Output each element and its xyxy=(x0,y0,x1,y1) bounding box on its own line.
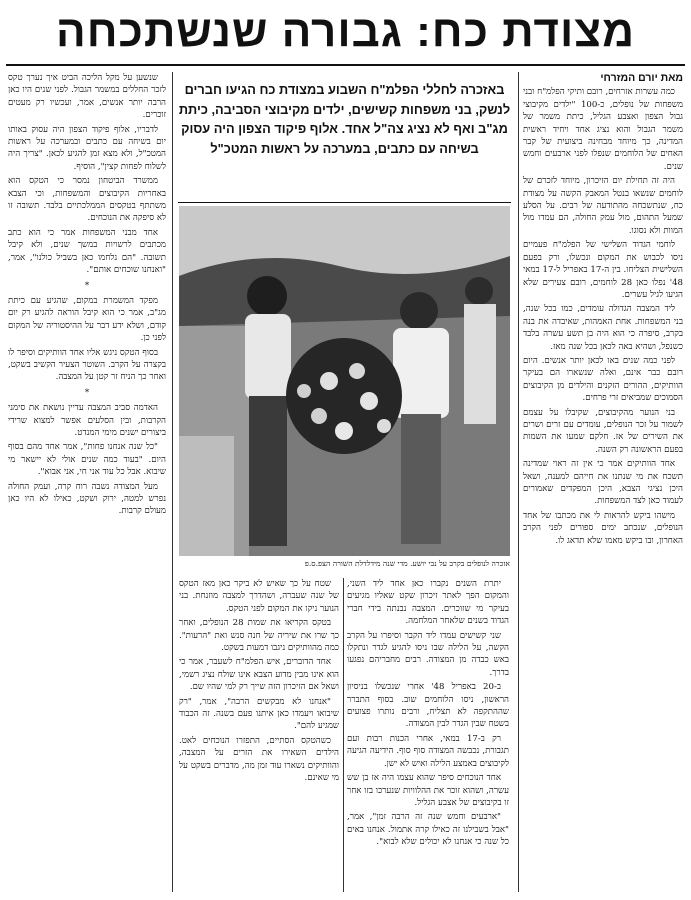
paragraph: ליד המצבה הגדולה עומדים, כמו בכל שנה, בני המשפחות. אחת האמהות, שאיבדה את בנה בקרב, סיפרה כי הוא היה בן תשע עשרה בלבד כשנפל, ושהיא באה לכאן בכל שנה מאז. xyxy=(523,304,683,352)
paragraph: אחד מבני המשפחות אמר כי הוא כתב מכתבים לרשויות במשך שנים, ולא קיבל תשובה. "הם נלחמו כאן בשביל כולנו", אמר, "ואנחנו שוכחים אותם". xyxy=(8,227,166,276)
photo-illustration xyxy=(179,206,510,556)
section-star: * xyxy=(84,280,90,291)
byline: מאת יורם המזרחי xyxy=(600,72,683,84)
paragraph: בסוף הטקס ניגש אליו אחד הוותיקים וסיפר לו בקצרה על הקרב. השוטר הצעיר הקשיב בשקט, ואחר כך הניח זר קטן על המצבה. xyxy=(8,347,166,383)
paragraph: שנשען על מקל הליכה הביט איך נערך טקס לזכר החללים במשמר הגבול. לפני שנים היו כאן הרבה יותר אנשים, אמר, ועכשיו רק מעטים זוכרים. xyxy=(8,73,166,121)
paragraph: בטקס הקריאו את שמות 28 הנופלים, ואחר כך שרו את שיריה של חנה סנש ואת "הרעות". כמה מהוותיקים ניגבו דמעות בשקט. xyxy=(179,618,339,654)
column-right xyxy=(523,72,683,892)
paragraph: יתרת השנים נקברו כאן אחד ליד השני, והמקום הפך לאתר זיכרון שקט שאליו מגיעים בעיקר מי שזוכרים. המצבה נבנתה בידי חברי הגדוד בשנים שלאחר המלחמה. xyxy=(347,579,509,627)
paragraph: ממשרד הביטחון נמסר כי הטקס הוא באחריות הקיבוצים והמשפחות, וכי הצבא משתתף בטקסים הממלכתיים בלבד. תשובה זו לא סיפקה את הנוכחים. xyxy=(8,176,166,224)
paragraph: "כל שנה אנחנו פחות", אמר אחד מהם בסוף היום. "בעוד כמה שנים אולי לא יישאר מי שיבוא. אבל כל עוד אני חי, אני אבוא". xyxy=(8,442,166,478)
paragraph: אחד הדוברים, איש הפלמ"ח לשעבר, אמר כי הוא אינו מבין מדוע הצבא אינו שולח נציג רשמי, ושאל אם הזיכרון הזה שייך רק למי שהיו שם. xyxy=(179,657,339,693)
paragraph: "ארבעים וחמש שנה זה הרבה זמן", אמר, "אבל בשבילנו זה כאילו קרה אתמול. אנחנו באים כל שנה כי אנחנו לא יכולים שלא לבוא". xyxy=(347,812,509,848)
paragraph: מעל המצודה נשבה רוח קרה, ועמק החולה נפרש למטה, ירוק ושקט, כאילו לא היו כאן מעולם קרבות. xyxy=(8,481,166,517)
paragraph: אחד הוותיקים אמר כי אין זה ראוי שמדינה תשכח את מי שנתנו את חייהם למענה, ושאל היכן נציגי הצבא, היכן המפקדים שאמורים לעמוד כאן לצד המשפחות. xyxy=(523,459,683,507)
paragraph: האדמה סביב המצבה עדיין נושאת את סימני הקרבות, ובין הסלעים אפשר למצוא שרידי ביצורים ישנים מימי המנדט. xyxy=(8,403,166,438)
column-middle xyxy=(347,578,509,892)
paragraph: לוחמי הגדוד השלישי של הפלמ"ח פעמיים ניסו לכבוש את המקום ונכשלו, ורק בפעם השלישית הצליחו. בין ה-17 באפריל ל-17 במאי 48' נפלו כאן 28 לוחמים, רובם צעירים שלא הגיעו לגיל עשרים. xyxy=(523,240,683,300)
paragraph: ב-20 באפריל 48' אחרי שנכשלו בניסיון הראשון, ניסו הלוחמים שוב. בסוף התברר שההתקפה לא תצליח, ורבים נותרו פצועים בשטח שבין הגדר לבין המצודה. xyxy=(347,682,509,730)
headline-rule xyxy=(6,64,685,66)
column-divider xyxy=(172,72,173,892)
paragraph: מפקד המשמרת במקום, שהגיע עם כיתת מג"ב, אמר כי הוא קיבל הוראה להגיע רק יום קודם, ושלא ידע דבר על ההיסטוריה של המקום לפני כן. xyxy=(8,295,166,344)
paragraph: אחד הנוכחים סיפר שהוא עצמו היה אז בן שש עשרה, ושהוא זוכר את ההלוויות שנערכו בזו אחר זו בקיבוצים של אצבע הגליל. xyxy=(347,773,509,808)
photo xyxy=(179,206,510,556)
photo-caption: אזכרה לנופלים בקרב על נבי יושע. מדי שנה מידלדלת השורה הצפ.ס.פ xyxy=(304,559,510,568)
headline: מצודת כח: גבורה שנשתכחה xyxy=(55,7,636,56)
column-divider xyxy=(518,72,519,892)
paragraph: מישהו ביקש להראות לי את מכתבו של אחד הנופלים, שנכתב ימים ספורים לפני הקרב האחרון, ובו ביקש מאמו שלא תדאג לו. xyxy=(523,510,683,546)
column-center xyxy=(179,578,339,892)
paragraph: כשהטקס הסתיים, התפזרו הנוכחים לאט. הילדים השאירו את הזרים על המצבה, והוותיקים נשארו עוד זמן מה, מדברים בשקט על מי שאינם. xyxy=(179,735,339,784)
deck: באזכרה לחללי הפלמ"ח השבוע במצודת כח הגיעו חברים לנשק, בני משפחות קשישים, ילדים מקיבוצי הסביבה, כיתת מג"ב ואף לא נציג צה"ל אחד. אלוף פיקוד הצפון היה עסוק בשיחה עם כתבים, במערכה על ראשות המטכ"ל xyxy=(178,82,511,156)
column-left xyxy=(8,72,166,892)
paragraph: שטח על כך שאיש לא ביקר כאן מאז הטקס של שנה שעברה, ושהדרך למצבה מוזנחת. בני הנוער ניקו את המקום לפני הטקס. xyxy=(179,579,339,614)
paragraph: שני קשישים עמדו ליד הקבר וסיפרו על הקרב הקשה, על הלילה שבו ניסו להגיע לגדר ונתקלו באש כבדה מן המצודה. רבים מחבריהם נפגעו בדרך. xyxy=(347,630,509,678)
section-star: * xyxy=(84,387,90,398)
deck-rule xyxy=(178,202,511,203)
paragraph: לפני כמה שנים באו לכאן יותר אנשים. היום רובם כבר אינם, ואלה שנשארו הם בעיקר הוותיקים, ההורים הזקנים והילדים מן הקיבוצים הסמוכים שמביאים זרי פרחים. xyxy=(523,355,683,404)
paragraph: בני הנוער מהקיבוצים, שקיבלו על עצמם לשמור על זכר הנופלים, עומדים עם זרים ושרים את השירים של אז. חלקם שמעו את השמות בפעם הראשונה רק השנה. xyxy=(523,407,683,455)
paragraph: רק ב-17 במאי, אחרי הכנות רבות ועם תגבורת, נכבשה המצודה סוף סוף. הידיעה הגיעה לקיבוצים באמצע הלילה ואיש לא ישן. xyxy=(347,733,509,769)
paragraph: "אנחנו לא מבקשים הרבה", אמר, "רק שיבואו ויעמדו כאן איתנו פעם בשנה. זה הכבוד שמגיע להם". xyxy=(179,696,339,732)
paragraph: לדבריו, אלוף פיקוד הצפון היה עסוק באותו יום בשיחה עם כתבים ובמערכה על ראשות המטכ"ל, ולא מצא זמן להגיע לכאן. "צריך היה לשלוח לפחות קצין", הוסיף. xyxy=(8,124,166,172)
paragraph: כמה עשרות אזרחים, רובם ותיקי הפלמ"ח ובני משפחות של נופלים, כ-100 "ילדים מקיבוצי גבול הצפון ואצבע הגליל, כיתת משמר של משמר הגבול והוא נציג אחד ויחיד ראשית המדינה, כך מיוחד מבחינה ביצועית של קבר האחים של הלוחמים שנפלו לפני ארבעים וחמש שנים. xyxy=(523,87,683,172)
paragraph: היה זה תחילת יום הזיכרון, מיוחד לזכרם של לוחמים שנשאו בנטל המאבק הקשה על מצודת כח, שנתשכחה מהתודעה של רבים. על הסלע שמעל התהום, מול עמק החולה, הם עמדו מול המוות ולא נסוגו. xyxy=(523,176,683,236)
column-divider xyxy=(343,578,344,892)
